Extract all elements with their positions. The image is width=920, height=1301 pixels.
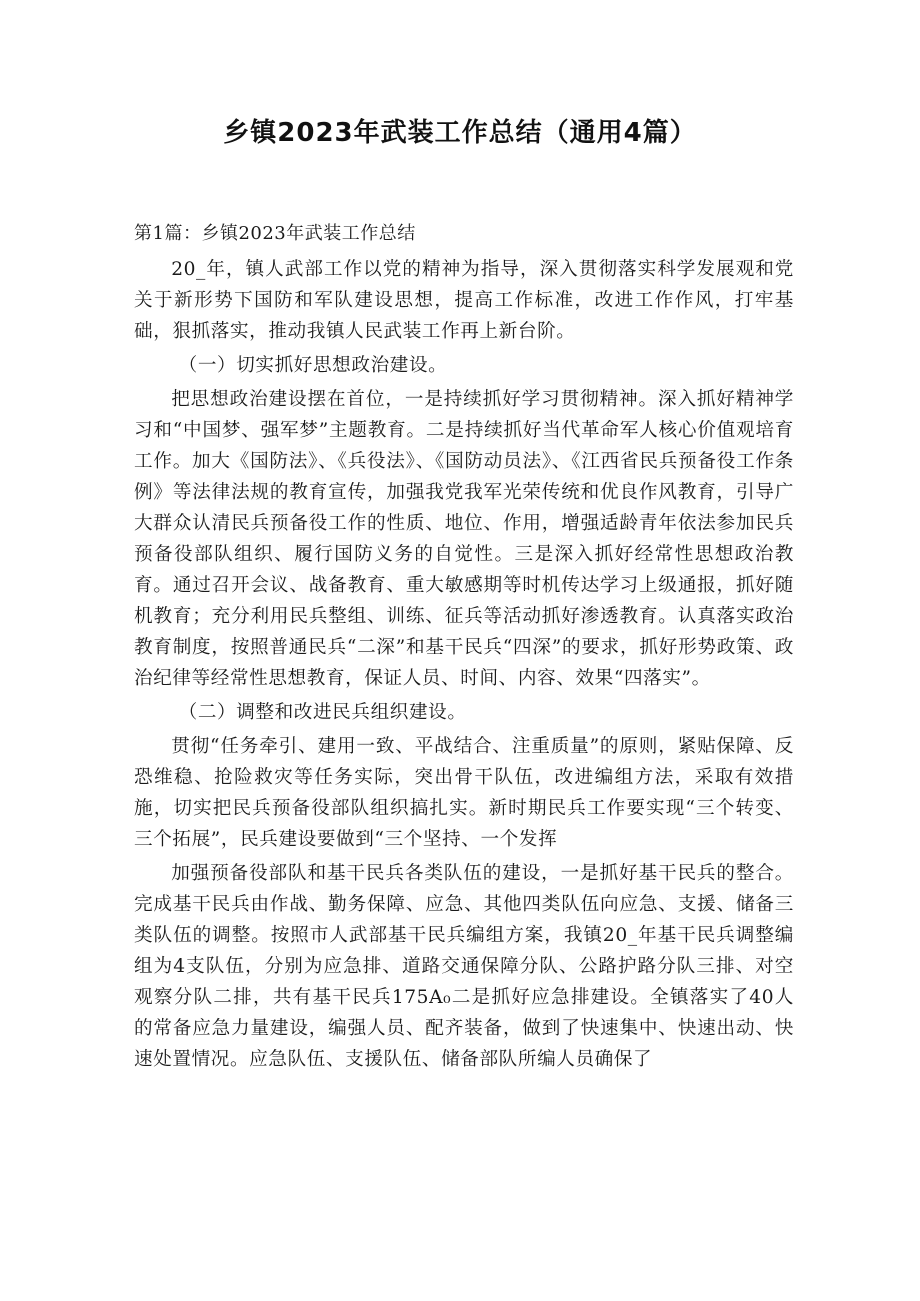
subheading-political-building: （一）切实抓好思想政治建设。: [178, 355, 448, 376]
subheading-militia-organization: （二）调整和改进民兵组织建设。: [178, 702, 467, 723]
paragraph-political-building: 把思想政治建设摆在首位，一是持续抓好学习贯彻精神。深入抓好精神学习和“中国梦、强军梦”主题教育。二是持续抓好当代革命军人核心价值观培育工作。加大《国防法》、《兵役法》、《国防动员法》、《江西省民兵预备役工作条例》等法律法规的教育宣传，加强我党我军光荣传统和优良作风教育，引导广大群众认清民兵预备役工作的性质、地位、作用，增强适龄青年依法参加民兵预备役部队组织、履行国防义务的自觉性。三是深入抓好经常性思想政治教育。通过召开会议、战备教育、重大敏感期等时机传达学习上级通报，抓好随机教育；充分利用民兵整组、训练、征兵等活动抓好渗透教育。认真落实政治教育制度，按照普通民兵“二深”和基干民兵“四深”的要求，抓好形势政策、政治纪律等经常性思想教育，保证人员、时间、内容、效果“四落实”。: [134, 389, 794, 689]
document-title: 乡镇2023年武装工作总结（通用4篇）: [223, 118, 697, 148]
document-body: [134, 218, 794, 1075]
paragraph-militia-principles: 贯彻“任务牵引、建用一致、平战结合、注重质量”的原则，紧贴保障、反恐维稳、抢险救灾等任务实际，突出骨干队伍，改进编组方法，采取有效措施，切实把民兵预备役部队组织搞扎实。新时期民兵工作要实现“三个转变、三个拓展”，民兵建设要做到“三个坚持、一个发挥: [134, 736, 794, 850]
section-heading: 第1篇：乡镇2023年武装工作总结: [134, 223, 416, 244]
paragraph-intro: 20_年，镇人武部工作以党的精神为指导，深入贯彻落实科学发展观和党关于新形势下国防和军队建设思想，提高工作标准，改进工作作风，打牢基础，狠抓落实，推动我镇人民武装工作再上新台阶。: [134, 259, 794, 342]
paragraph-reserve-forces: 加强预备役部队和基干民兵各类队伍的建设，一是抓好基干民兵的整合。完成基干民兵由作战、勤务保障、应急、其他四类队伍向应急、支援、储备三类队伍的调整。按照市人武部基干民兵编组方案，我镇20_年基干民兵调整编组为4支队伍，分别为应急排、道路交通保障分队、公路护路分队三排、对空观察分队二排，共有基干民兵175A₀二是抓好应急排建设。全镇落实了40人的常备应急力量建设，编强人员、配齐装备，做到了快速集中、快速出动、快速处置情况。应急队伍、支援队伍、储备部队所编人员确保了: [134, 863, 794, 1070]
